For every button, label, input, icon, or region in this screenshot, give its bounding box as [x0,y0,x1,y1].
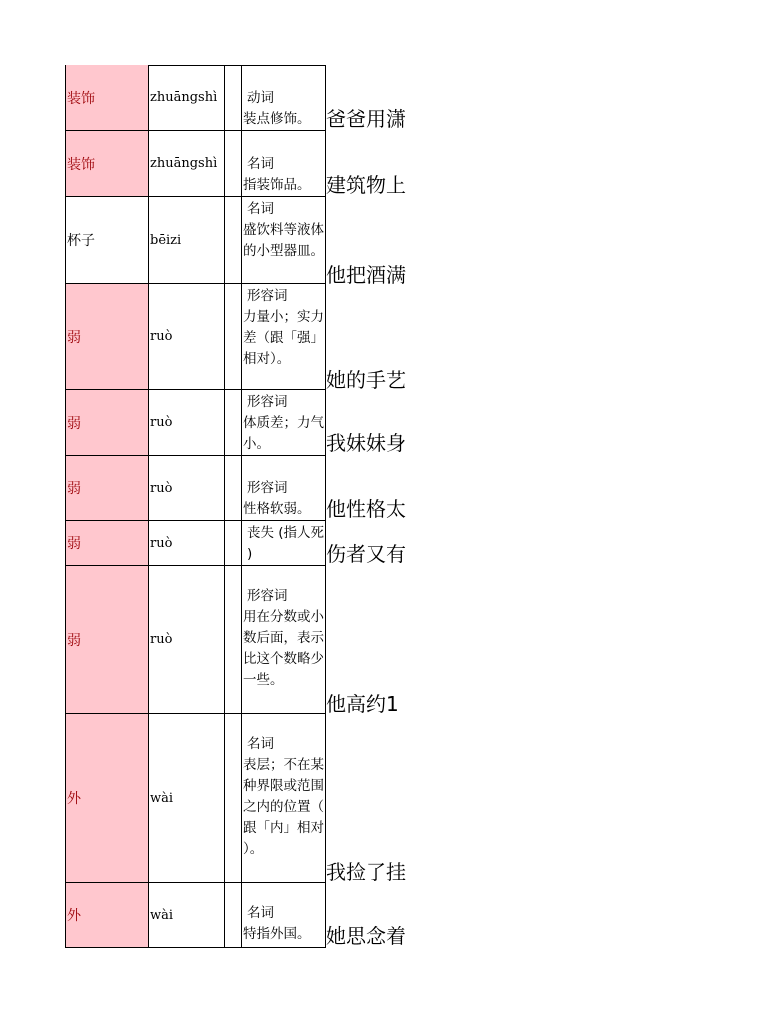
word-cell[interactable]: 装饰 [65,131,148,197]
definition-cell[interactable] [241,131,326,197]
definition-text: 体质差；力气 小。 [243,415,324,452]
part-of-speech: 名词 [247,905,274,921]
definition-text: 用在分数或小 数后面，表示 比这个数略少 一些。 [243,609,324,688]
definition-text: 丧失 (指人死 ) [247,525,325,562]
example-sentence: 她思念着 [326,924,406,948]
part-of-speech: 动词 [247,90,274,106]
definition-text: 性格软弱。 [243,501,311,517]
empty-cell[interactable] [224,566,241,714]
word-cell[interactable]: 弱 [65,284,148,390]
example-sentence: 伤者又有 [326,542,406,566]
word-cell[interactable]: 弱 [65,521,148,566]
example-cell[interactable] [326,131,414,197]
part-of-speech: 名词 [247,201,274,217]
table-row [65,566,414,714]
example-sentence: 爸爸用潇 [326,107,406,131]
example-sentence: 他高约1 [326,692,399,714]
example-sentence: 我捡了挂 [326,860,406,883]
part-of-speech: 名词 [247,156,274,172]
pinyin-cell[interactable]: bēizi [148,197,224,284]
pinyin-cell[interactable]: zhuāngshì [148,131,224,197]
example-cell[interactable] [326,566,414,714]
part-of-speech: 形容词 [247,288,288,304]
empty-cell[interactable] [224,65,241,131]
part-of-speech: 形容词 [247,394,288,410]
empty-cell[interactable] [224,197,241,284]
word-cell[interactable]: 装饰 [65,65,148,131]
definition-cell[interactable] [241,714,326,883]
definition-text: 装点修饰。 [243,111,311,127]
definition-cell[interactable] [241,390,326,456]
pinyin-cell[interactable]: ruò [148,390,224,456]
example-cell[interactable] [326,456,414,521]
word-cell[interactable]: 杯子 [65,197,148,284]
empty-cell[interactable] [224,714,241,883]
table-row [65,131,414,197]
definition-cell[interactable] [241,284,326,390]
empty-cell[interactable] [224,883,241,948]
definition-text: 盛饮料等液体 的小型器皿。 [243,222,324,259]
example-sentence: 她的手艺 [326,368,406,390]
example-cell[interactable] [326,197,414,284]
definition-cell[interactable] [241,883,326,948]
definition-text: 表层；不在某 种界限或范围 之内的位置（ 跟「内」相对 ）。 [243,757,324,857]
example-cell[interactable] [326,883,414,948]
table-row [65,390,414,456]
table-row [65,197,414,284]
word-cell[interactable]: 弱 [65,566,148,714]
definition-text: 力量小；实力 差（跟「强」 相对）。 [243,309,324,367]
pinyin-cell[interactable]: ruò [148,456,224,521]
example-sentence: 他性格太 [326,497,406,521]
empty-cell[interactable] [224,521,241,566]
empty-cell[interactable] [224,131,241,197]
definition-cell[interactable] [241,456,326,521]
part-of-speech: 形容词 [247,588,288,604]
table-row [65,284,414,390]
empty-cell[interactable] [224,456,241,521]
empty-cell[interactable] [224,390,241,456]
example-sentence: 他把酒满 [326,263,406,284]
pinyin-cell[interactable]: wài [148,883,224,948]
example-cell[interactable] [326,65,414,131]
pinyin-cell[interactable]: wài [148,714,224,883]
table-row [65,883,414,948]
definition-cell[interactable] [241,521,326,566]
pinyin-cell[interactable]: ruò [148,284,224,390]
definition-cell[interactable] [241,197,326,284]
table-row [65,521,414,566]
word-cell[interactable]: 弱 [65,456,148,521]
example-cell[interactable] [326,284,414,390]
pinyin-cell[interactable]: zhuāngshì [148,65,224,131]
example-cell[interactable] [326,521,414,566]
word-cell[interactable]: 弱 [65,390,148,456]
pinyin-cell[interactable]: ruò [148,521,224,566]
definition-cell[interactable] [241,65,326,131]
table-row [65,65,414,131]
example-cell[interactable] [326,714,414,883]
definition-text: 指装饰品。 [243,177,311,193]
table-row [65,714,414,883]
empty-cell[interactable] [224,284,241,390]
table-row [65,456,414,521]
word-cell[interactable]: 外 [65,883,148,948]
part-of-speech: 名词 [247,736,274,752]
example-sentence: 建筑物上 [326,173,406,197]
part-of-speech: 形容词 [247,480,288,496]
definition-text: 特指外国。 [243,926,311,942]
example-cell[interactable] [326,390,414,456]
word-cell[interactable]: 外 [65,714,148,883]
definition-cell[interactable] [241,566,326,714]
example-sentence: 我妹妹身 [326,431,406,455]
pinyin-cell[interactable]: ruò [148,566,224,714]
